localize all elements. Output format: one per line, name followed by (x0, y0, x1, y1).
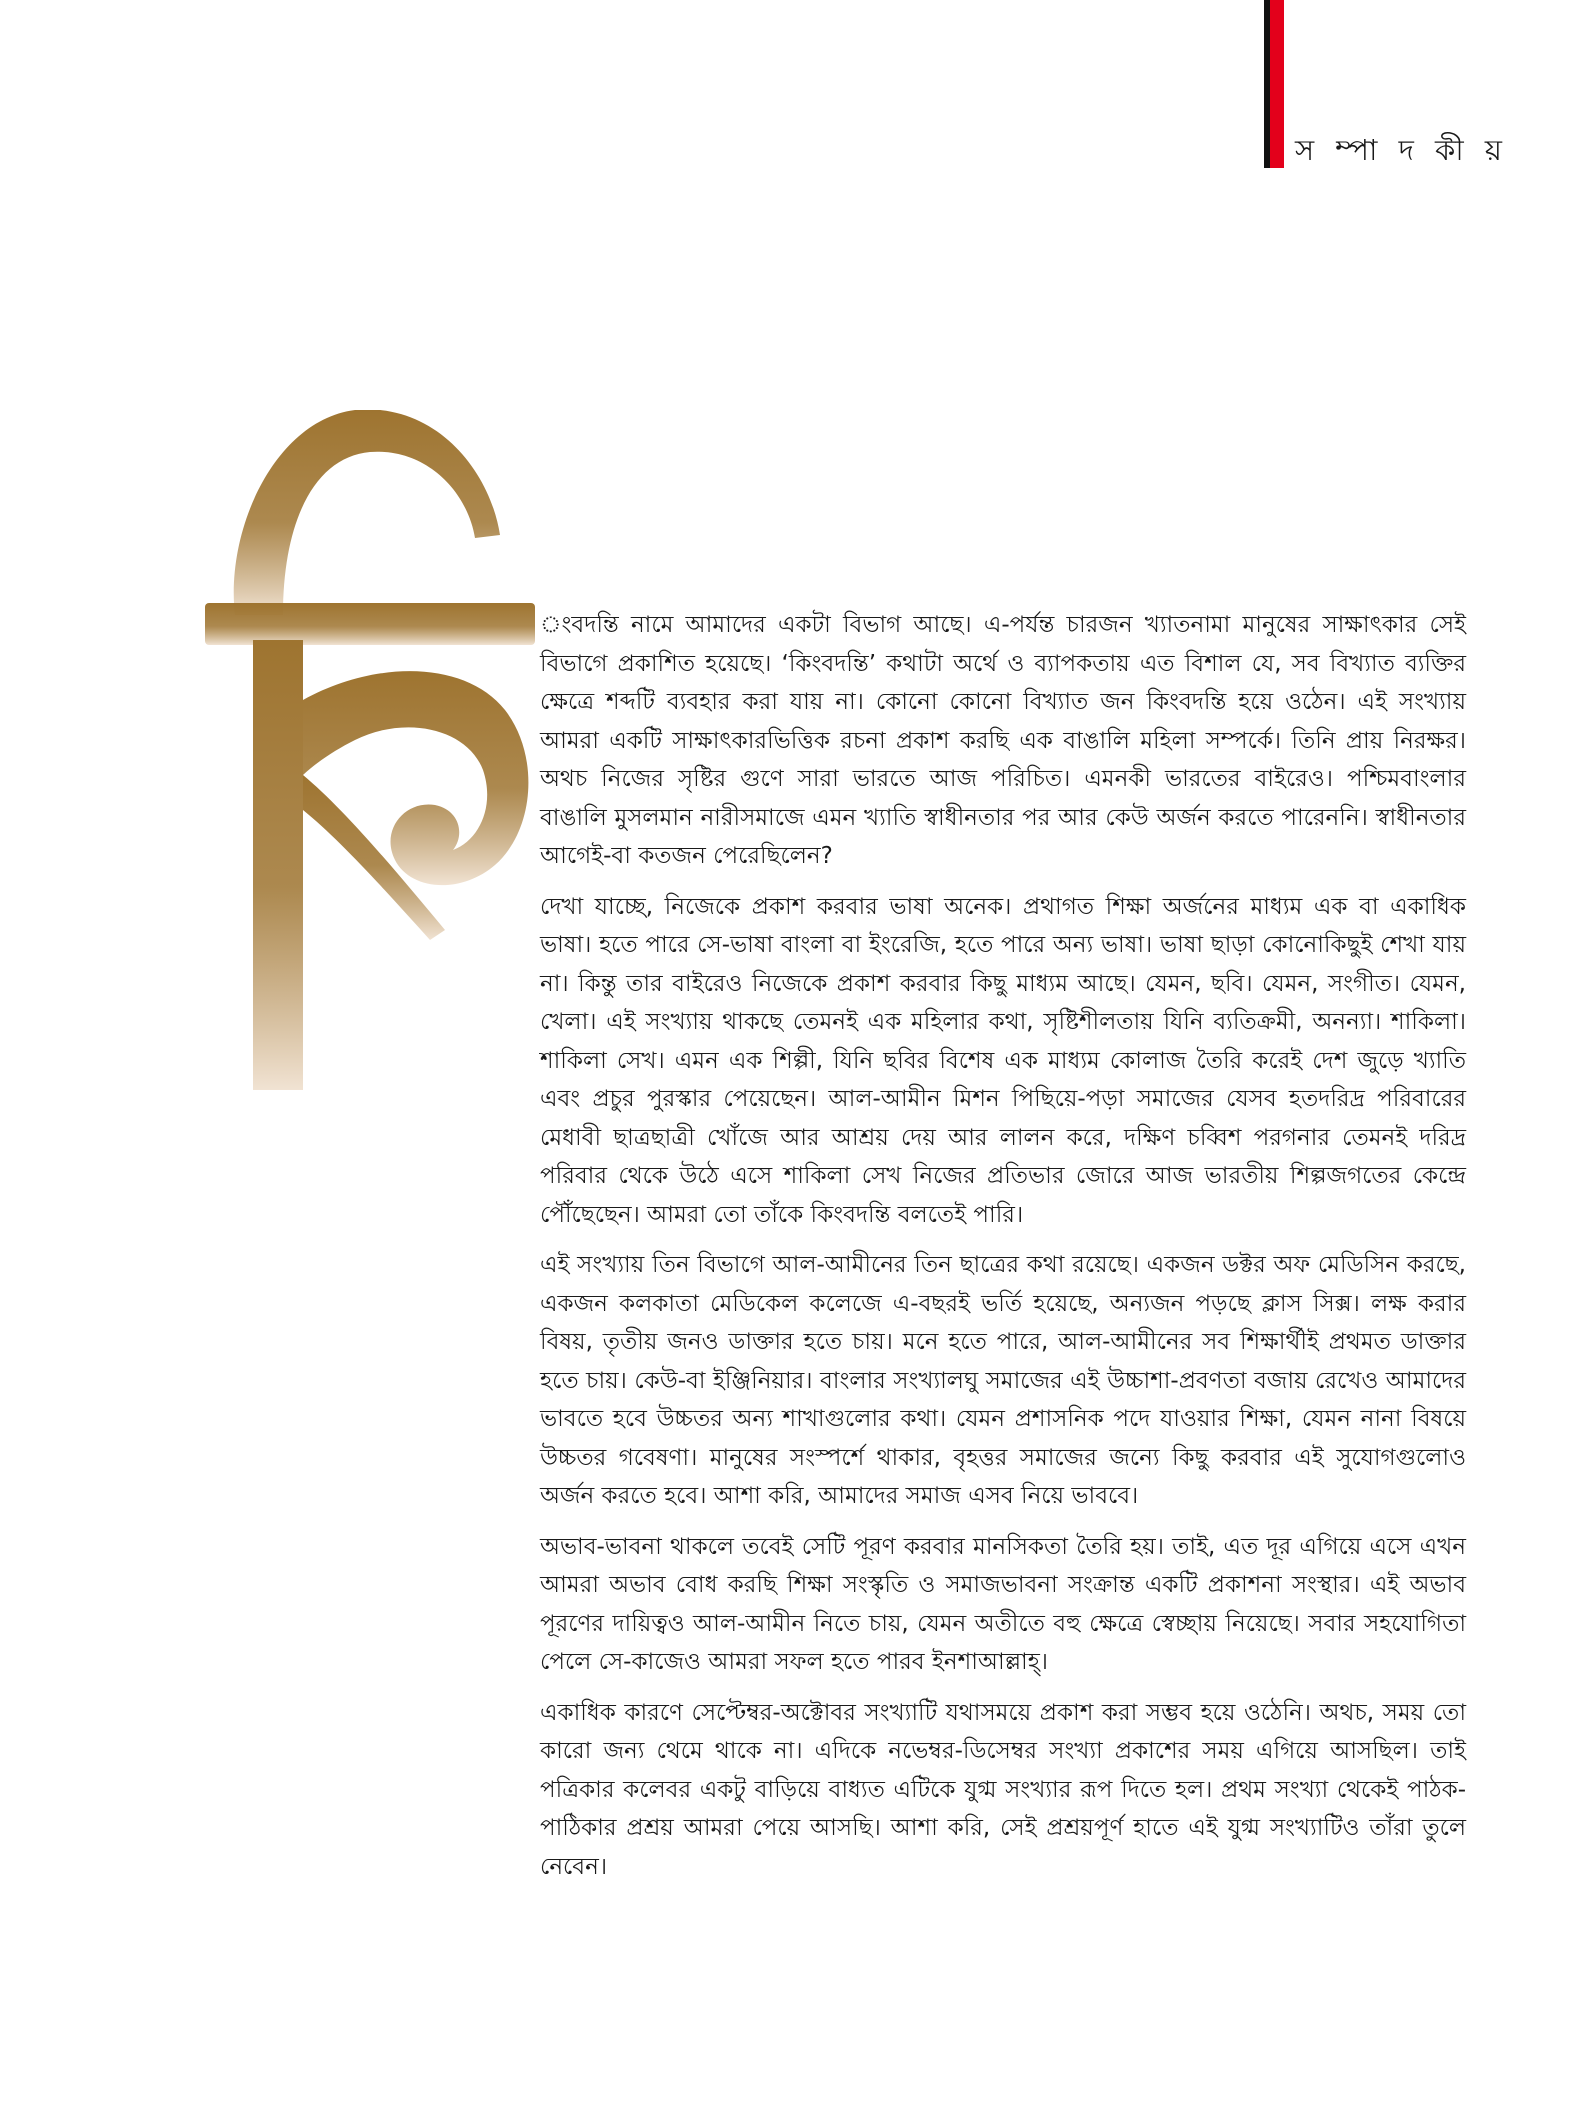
drop-cap-headline (205, 603, 535, 645)
drop-cap-bowl (303, 671, 528, 885)
drop-cap-hook (234, 410, 500, 615)
drop-cap-stem (253, 640, 303, 1090)
section-label: স ম্পা দ কী য় (1295, 133, 1508, 167)
paragraph-4: অভাব-ভাবনা থাকলে তবেই সেটি পূরণ করবার মানসিকতা তৈরি হয়। তাই, এত দূর এগিয়ে এসে এখন আমরা অভাব বোধ করছি শিক্ষা সংস্কৃতি ও সমাজভাবনা সংক্রান্ত একটি প্রকাশনা সংস্থার। এই অভাব পূরণের দায়িত্বও আল-আমীন নিতে চায়, যেমন অতীতে বহু ক্ষেত্রে স্বেচ্ছায় নিয়েছে। সবার সহযোগিতা পেলে সে-কাজেও আমরা সফল হতে পারব ইনশাআল্লাহ্। (540, 1533, 1466, 1675)
header-rule-red (1270, 0, 1284, 168)
paragraph-2: দেখা যাচ্ছে, নিজেকে প্রকাশ করবার ভাষা অনেক। প্রথাগত শিক্ষা অর্জনের মাধ্যম এক বা একাধিক ভাষা। হতে পারে সে-ভাষা বাংলা বা ইংরেজি, হতে পারে অন্য ভাষা। ভাষা ছাড়া কোনোকিছুই শেখা যায় না। কিন্তু তার বাইরেও নিজেকে প্রকাশ করবার কিছু মাধ্যম আছে। যেমন, ছবি। যেমন, সংগীত। যেমন, খেলা। এই সংখ্যায় থাকছে তেমনই এক মহিলার কথা, সৃষ্টিশীলতায় যিনি ব্যতিক্রমী, অনন্যা। শাকিলা। শাকিলা সেখ। এমন এক শিল্পী, যিনি ছবির বিশেষ এক মাধ্যম কোলাজ তৈরি করেই দেশ জুড়ে খ্যাতি এবং প্রচুর পুরস্কার পেয়েছেন। আল-আমীন মিশন পিছিয়ে-পড়া সমাজের যেসব হতদরিদ্র পরিবারের মেধাবী ছাত্রছাত্রী খোঁজে আর আশ্রয় দেয় আর লালন করে, দক্ষিণ চব্বিশ পরগনার তেমনই দরিদ্র পরিবার থেকে উঠে এসে শাকিলা সেখ নিজের প্রতিভার জোরে আজ ভারতীয় শিল্পজগতের কেন্দ্রে পৌঁছেছেন। আমরা তো তাঁকে কিংবদন্তি বলতেই পারি। (540, 893, 1466, 1228)
drop-cap (205, 410, 535, 1090)
paragraph-5: একাধিক কারণে সেপ্টেম্বর-অক্টোবর সংখ্যাটি যথাসময়ে প্রকাশ করা সম্ভব হয়ে ওঠেনি। অথচ, সময় তো কারো জন্য থেমে থাকে না। এদিকে নভেম্বর-ডিসেম্বর সংখ্যা প্রকাশের সময় এগিয়ে আসছিল। তাই পত্রিকার কলেবর একটু বাড়িয়ে বাধ্যত এটিকে যুগ্ম সংখ্যার রূপ দিতে হল। প্রথম সংখ্যা থেকেই পাঠক-পাঠিকার প্রশ্রয় আমরা পেয়ে আসছি। আশা করি, সেই প্রশ্রয়পূর্ণ হাতে এই যুগ্ম সংখ্যাটিও তাঁরা তুলে নেবেন। (540, 1699, 1466, 1880)
paragraph-1: ংবদন্তি নামে আমাদের একটা বিভাগ আছে। এ-পর্যন্ত চারজন খ্যাতনামা মানুষের সাক্ষাৎকার সেই বিভাগে প্রকাশিত হয়েছে। ‘কিংবদন্তি’ কথাটা অর্থে ও ব্যাপকতায় এত বিশাল যে, সব বিখ্যাত ব্যক্তির ক্ষেত্রে শব্দটি ব্যবহার করা যায় না। কোনো কোনো বিখ্যাত জন কিংবদন্তি হয়ে ওঠেন। এই সংখ্যায় আমরা একটি সাক্ষাৎকারভিত্তিক রচনা প্রকাশ করছি এক বাঙালি মহিলা সম্পর্কে। তিনি প্রায় নিরক্ষর। অথচ নিজের সৃষ্টির গুণে সারা ভারতে আজ পরিচিত। এমনকী ভারতের বাইরেও। পশ্চিমবাংলার বাঙালি মুসলমান নারীসমাজে এমন খ্যাতি স্বাধীনতার পর আর কেউ অর্জন করতে পারেননি। স্বাধীনতার আগেই-বা কতজন পেরেছিলেন? (540, 612, 1466, 869)
paragraph-3: এই সংখ্যায় তিন বিভাগে আল-আমীনের তিন ছাত্রের কথা রয়েছে। একজন ডক্টর অফ মেডিসিন করছে, একজন কলকাতা মেডিকেল কলেজে এ-বছরই ভর্তি হয়েছে, অন্যজন পড়ছে ক্লাস সিক্স। লক্ষ করার বিষয়, তৃতীয় জনও ডাক্তার হতে চায়। মনে হতে পারে, আল-আমীনের সব শিক্ষার্থীই প্রথমত ডাক্তার হতে চায়। কেউ-বা ইঞ্জিনিয়ার। বাংলার সংখ্যালঘু সমাজের এই উচ্চাশা-প্রবণতা বজায় রেখেও আমাদের ভাবতে হবে উচ্চতর অন্য শাখাগুলোর কথা। যেমন প্রশাসনিক পদে যাওয়ার শিক্ষা, যেমন নানা বিষয়ে উচ্চতর গবেষণা। মানুষের সংস্পর্শে থাকার, বৃহত্তর সমাজের জন্যে কিছু করবার এই সুযোগগুলোও অর্জন করতে হবে। আশা করি, আমাদের সমাজ এসব নিয়ে ভাববে। (540, 1252, 1466, 1509)
article-body (540, 606, 1466, 1898)
